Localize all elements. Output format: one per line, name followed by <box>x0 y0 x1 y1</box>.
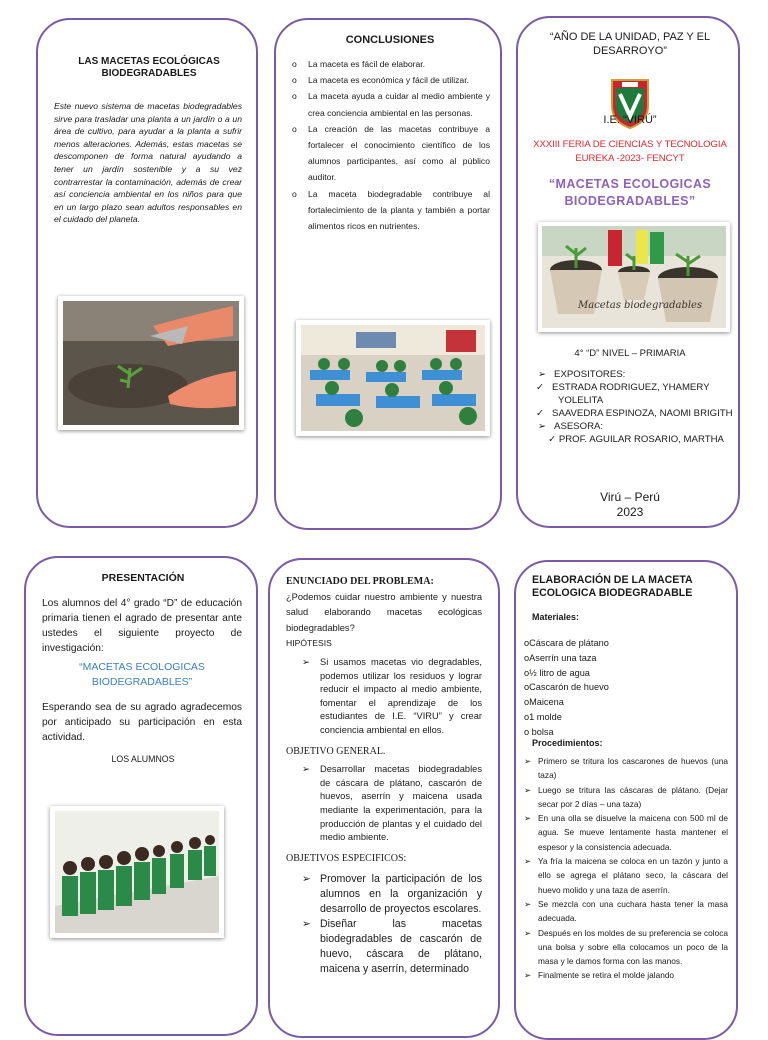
list-item: ➢ Finalmente se retira el molde jalando <box>524 968 728 982</box>
arrow-icon: ➢ <box>524 813 531 824</box>
list-item: o La maceta es económica y fácil de utilizar. <box>290 72 490 88</box>
panel-intro <box>36 18 258 528</box>
advisor-label: ASESORA: <box>554 421 604 432</box>
presentation-project-title: “MACETAS ECOLOGICAS BIODEGRADABLES” <box>79 661 205 688</box>
list-item: o bolsa <box>524 726 554 737</box>
materials-list <box>524 636 724 740</box>
list-item: ➢ Ya fría la maicena se coloca en un tazón y junto a ello se agrega el plátano seco, la cáscara del huevo molido y una taza de aserrín. <box>524 856 728 895</box>
presenter-1: ESTRADA RODRIGUEZ, YHAMERY YOLELITA <box>552 382 710 406</box>
list-item: oAserrín una taza <box>524 652 597 663</box>
project-title: “MACETAS ECOLOGICAS BIODEGRADABLES” <box>548 177 712 208</box>
students-photo <box>50 806 224 938</box>
classroom-photo <box>296 320 490 436</box>
planting-photo <box>58 296 244 430</box>
panel-cover <box>516 16 740 528</box>
list-item: o La maceta es fácil de elaborar. <box>290 56 490 72</box>
list-item: ➢ Primero se tritura los cascarones de huevos (una taza) <box>524 756 728 781</box>
place-date <box>518 490 740 520</box>
panel-conclusions <box>274 18 502 530</box>
grade-level: 4° “D” NIVEL – PRIMARIA <box>574 348 686 359</box>
pots-photo <box>538 222 730 332</box>
problem-content <box>286 574 482 977</box>
specific-objective-item: ➢ Promover la participación de los alumnos en la organización y desarrollo de proyectos escolares. <box>302 873 482 916</box>
place: Virú – Perú <box>600 490 660 504</box>
procedures-title: Procedimientos: <box>532 738 603 748</box>
arrow-icon: ➢ <box>302 656 310 667</box>
general-objective-title: OBJETIVO GENERAL. <box>286 745 386 757</box>
arrow-icon: ➢ <box>302 873 311 886</box>
year: 2023 <box>616 505 644 519</box>
list-item: ➢ Se mezcla con una cuchara hasta tener la masa adecuada. <box>524 898 728 924</box>
arrow-icon: ➢ <box>524 898 531 909</box>
list-item: ➢ En una olla se disuelve la maicena con 500 ml de agua. Se mueve lentamente hasta mantener el espesor y la consistencia adecuada. <box>524 813 728 852</box>
specific-objective-item: ➢ Diseñar las macetas biodegradables de cascarón de huevo, cáscara de plátano, maicena y aserrín, determinado <box>302 918 482 976</box>
check-icon: ✓ <box>548 434 557 445</box>
arrow-icon: ➢ <box>538 421 547 432</box>
list-item: o1 molde <box>524 711 562 722</box>
list-item: oCascarón de huevo <box>524 682 609 693</box>
arrow-icon: ➢ <box>302 918 311 931</box>
problem-title: ENUNCIADO DEL PROBLEMA: <box>286 576 434 587</box>
panel-problem <box>268 558 500 1038</box>
team-list <box>538 368 734 446</box>
fair-name: XXXIII FERIA DE CIENCIAS Y TECNOLOGIA EUREKA -2023- FENCYT <box>533 139 727 164</box>
panel-presentation <box>24 556 258 1036</box>
general-objective-item: ➢ Desarrollar macetas biodegradables de cáscara de plátano, cascarón de huevos, aserrín y maicena usada mediante la experimentación, para la producción de plantas y el cuidado del medio ambiente. <box>302 764 482 843</box>
advisor-name: PROF. AGUILAR ROSARIO, MARTHA <box>558 434 724 445</box>
list-item: oMaicena <box>524 697 564 708</box>
pots-photo-caption: Macetas biodegradables <box>578 300 703 311</box>
intro-text: Este nuevo sistema de macetas biodegradables sirve para trasladar una planta a un jardín o a un área de cultivo, para ayudar a la planta a sufrir menos alteraciones. Además, estas macetas se descomponen de forma natural ayudando a tener un jardín sostenible y a su vez contrarrestar la contaminación, además de crear así conciencia ambiental en los niños para que en un largo plazo sean adultos responsables en el cuidado del planeta. <box>54 101 242 225</box>
arrow-icon: ➢ <box>524 927 531 938</box>
arrow-icon: ➢ <box>524 756 531 766</box>
presenter-2: SAAVEDRA ESPINOZA, NAOMI BRIGITH <box>552 408 733 419</box>
year-motto: “AÑO DE LA UNIDAD, PAZ Y EL DESARROYO” <box>549 31 711 57</box>
hypothesis-title: HIPÓTESIS <box>286 638 332 649</box>
thanks-text: Esperando sea de su agrado agradecemos por anticipado su participación en esta actividad. <box>42 702 242 743</box>
procedures-list <box>524 754 728 983</box>
school-name: I.E. “VIRÚ” <box>603 114 657 126</box>
arrow-icon: ➢ <box>524 970 531 981</box>
elaboration-title: ELABORACIÓN DE LA MACETA ECOLOGICA BIODEGRADABLE <box>532 574 693 599</box>
presentation-text: Los alumnos del 4° grado “D” de educación primaria tienen el agrado de presentar ante ustedes el siguiente proyecto de investigación: <box>42 598 242 654</box>
list-item: oCáscara de plátano <box>524 638 609 648</box>
list-item: o La maceta biodegradable contribuye al fortalecimiento de la planta y también a portar alimentos ricos en nutrientes. <box>290 186 490 235</box>
list-item: o La creación de las macetas contribuye a fortalecer el conocimiento científico de los alumnos participantes, así como al público auditor. <box>290 121 490 186</box>
list-item: o La maceta ayuda a cuidar al medio ambiente y crea conciencia ambiental en las personas. <box>290 88 490 120</box>
specific-objectives-title: OBJETIVOS ESPECIFICOS: <box>286 852 407 864</box>
list-item: ➢ Después en los moldes de su preferencia se coloca una bolsa y sobre ella colocamos un poco de la masa y le damos forma con las manos. <box>524 927 729 967</box>
panel-elaboration <box>514 560 738 1040</box>
arrow-icon: ➢ <box>524 856 531 867</box>
arrow-icon: ➢ <box>524 784 531 795</box>
check-icon: ✓ <box>536 408 545 419</box>
presentation-title: PRESENTACIÓN <box>101 572 185 584</box>
check-icon: ✓ <box>536 382 545 393</box>
list-item: ➢ Luego se tritura las cáscaras de plátano. (Dejar secar por 2 días – una taza) <box>524 784 728 809</box>
problem-text: ¿Podemos cuidar nuestro ambiente y nuestra salud elaborando macetas ecológicas biodegradables? <box>286 591 482 633</box>
materials-title: Materiales: <box>532 612 580 622</box>
conclusions-list <box>290 56 490 234</box>
presenters-label: EXPOSITORES: <box>554 369 626 380</box>
conclusions-title: CONCLUSIONES <box>345 34 435 46</box>
arrow-icon: ➢ <box>538 369 547 380</box>
arrow-icon: ➢ <box>302 764 310 775</box>
list-item: o½ litro de agua <box>524 667 590 678</box>
intro-title: LAS MACETAS ECOLÓGICAS BIODEGRADABLES <box>78 56 220 79</box>
signature: LOS ALUMNOS <box>111 754 175 764</box>
hypothesis-item: ➢ Si usamos macetas vio degradables, podemos utilizar los residuos y lograr reducir el impacto al medio ambiente, fomentar el aprendizaje de los estudiantes de I.E. “VIRU” y crear conciencia ambiental en ellos. <box>302 656 482 735</box>
